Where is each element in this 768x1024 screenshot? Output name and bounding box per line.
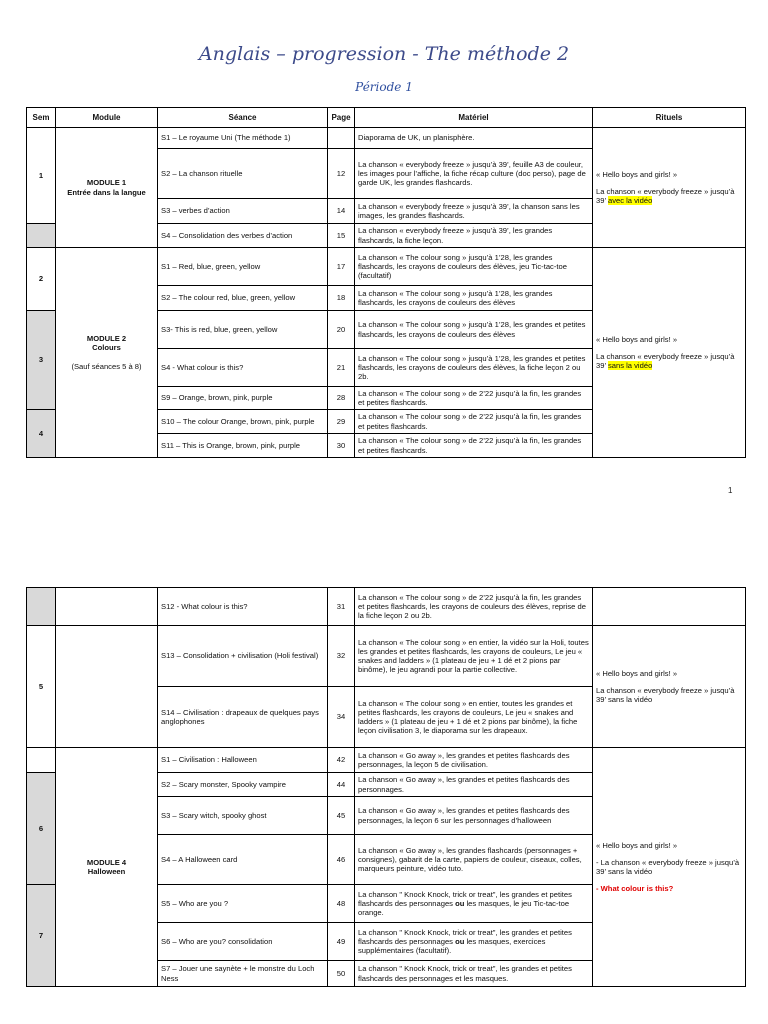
ritual-song: La chanson « everybody freeze » jusqu’à 39’ sans la vidéo [596,685,735,705]
seance-cell: S1 – Red, blue, green, yellow [158,248,328,286]
materiel-cell [355,885,593,923]
materiel-cell: La chanson « The colour song » de 2’22 jusqu’à la fin, les grandes et petites flashcards, les crayons de couleurs des élèves, reprise de la fiche leçon 2 ou 2b. [355,588,593,626]
rituels-cell [593,626,746,748]
week-cell: 6 [27,773,56,885]
page-cell [328,128,355,149]
module-cell-empty [56,588,158,626]
table-row [27,128,746,149]
page-cell: 21 [328,349,355,387]
header-seance: Séance [158,108,328,128]
module-cell-empty [56,626,158,748]
header-rituels: Rituels [593,108,746,128]
ritual-highlight: avec la vidéo [607,196,653,206]
seance-cell: S9 – Orange, brown, pink, purple [158,387,328,410]
seance-cell: S1 – Le royaume Uni (The méthode 1) [158,128,328,149]
materiel-cell: La chanson « Go away », les grandes et petites flashcards des personnages, la leçon 5 de civilisation. [355,748,593,773]
materiel-cell: La chanson « The colour song » de 2’22 jusqu’à la fin, les grandes et petites flashcards. [355,434,593,458]
seance-cell: S3 – verbes d’action [158,199,328,224]
materiel-cell: La chanson « The colour song » jusqu’à 1’28, les grandes et petites flashcards, les crayons de couleurs des élèves [355,311,593,349]
table-row [27,748,746,773]
page-cell: 14 [328,199,355,224]
page-cell: 50 [328,961,355,987]
seance-cell: S14 – Civilisation : drapeaux de quelques pays anglophones [158,687,328,748]
rituels-cell [593,748,746,987]
header-module: Module [56,108,158,128]
module-title: MODULE 1 [86,178,127,188]
table-row [27,588,746,626]
module-subtitle: Entrée dans la langue [67,187,146,197]
materiel-text: les masques, le jeu Tic-tac-toe orange. [358,898,570,918]
materiel-cell: La chanson « Go away », les grandes et petites flashcards des personnages. [355,773,593,797]
ritual-question: - What colour is this? [596,884,674,894]
module-title: MODULE 4 [86,857,127,867]
module-subtitle: Colours [92,343,121,353]
materiel-cell [355,923,593,961]
seance-cell: S3 – Scary witch, spooky ghost [158,797,328,835]
ritual-song [596,187,742,206]
page-cell: 30 [328,434,355,458]
page-cell: 44 [328,773,355,797]
module-note: (Sauf séances 5 à 8) [71,361,142,371]
materiel-emphasis: ou [455,898,465,908]
header-materiel: Matériel [355,108,593,128]
ritual-song-text: La chanson « everybody freeze » jusqu’à 39’ [596,351,735,371]
materiel-emphasis: ou [455,936,465,946]
seance-cell: S12 - What colour is this? [158,588,328,626]
seance-cell: S5 – Who are you ? [158,885,328,923]
materiel-cell: La chanson « everybody freeze » jusqu’à 39’, la chanson sans les images, les grandes flashcards. [355,199,593,224]
materiel-cell: La chanson « everybody freeze » jusqu’à 39’, feuille A3 de couleur, les images pour l’affiche, la fiche récap culture (doc perso), page de garde UK, les grandes flashcards. [355,149,593,199]
seance-cell: S4 – Consolidation des verbes d’action [158,224,328,248]
seance-cell: S2 – The colour red, blue, green, yellow [158,286,328,311]
materiel-cell: Diaporama de UK, un planisphère. [355,128,593,149]
page-cell: 34 [328,687,355,748]
page-cell: 46 [328,835,355,885]
materiel-cell: La chanson « Go away », les grandes flashcards (personnages + consignes), gabarit de la carte, papiers de couleur, ciseaux, colles, marqueurs peinture, vidéo tuto. [355,835,593,885]
week-cell: 3 [27,311,56,410]
page-cell: 32 [328,626,355,687]
ritual-greeting: « Hello boys and girls! » [596,840,678,850]
module-title: MODULE 2 [86,334,127,343]
page-cell: 17 [328,248,355,286]
materiel-cell: La chanson « The colour song » de 2’22 jusqu’à la fin, les grandes et petites flashcards. [355,410,593,434]
module-cell [56,748,158,987]
page-cell: 48 [328,885,355,923]
page-cell: 42 [328,748,355,773]
ritual-greeting: « Hello boys and girls! » [596,668,678,678]
seance-cell: S7 – Jouer une saynète + le monstre du Loch Ness [158,961,328,987]
seance-cell: S2 – La chanson rituelle [158,149,328,199]
week-cell-shaded [27,588,56,626]
ritual-highlight: sans la vidéo [607,361,653,371]
materiel-text: La chanson " Knock Knock, trick or treat", les grandes et petites flashcards des personnages [358,889,572,908]
progression-table-period-1 [26,107,746,458]
seance-cell: S3- This is red, blue, green, yellow [158,311,328,349]
materiel-cell: La chanson « Go away », les grandes et petites flashcards des personnages, la leçon 6 sur les personnages d’halloween [355,797,593,835]
week-cell-empty [27,748,56,773]
page-cell: 28 [328,387,355,410]
progression-table-continued [26,587,746,987]
week-cell-shaded [27,224,56,248]
header-sem: Sem [27,108,56,128]
table-row [27,248,746,286]
page-number: 1 [728,486,733,495]
seance-cell: S6 – Who are you? consolidation [158,923,328,961]
table-header-row [27,108,746,128]
page-cell: 12 [328,149,355,199]
period-subtitle: Période 1 [355,80,413,94]
page-cell: 45 [328,797,355,835]
seance-cell: S1 – Civilisation : Halloween [158,748,328,773]
ritual-greeting: « Hello boys and girls! » [596,169,678,179]
rituels-cell [593,128,746,248]
seance-cell: S11 – This is Orange, brown, pink, purple [158,434,328,458]
materiel-cell: La chanson « The colour song » jusqu’à 1’28, les grandes flashcards, les crayons de couleurs des élèves [355,286,593,311]
module-subtitle: Halloween [87,867,126,876]
table-row [27,626,746,687]
seance-cell: S2 – Scary monster, Spooky vampire [158,773,328,797]
page-cell: 18 [328,286,355,311]
materiel-cell: La chanson « The colour song » de 2’22 jusqu’à la fin, les grandes et petites flashcards. [355,387,593,410]
header-page: Page [328,108,355,128]
document-title: Anglais – progression - The méthode 2 [198,43,570,65]
week-cell: 5 [27,626,56,748]
week-cell: 1 [27,128,56,224]
materiel-text: les masques, exercices supplémentaires (facultatif). [358,936,546,956]
materiel-cell: La chanson " Knock Knock, trick or treat", les grandes et petites flashcards des personnages et les masques. [355,961,593,987]
ritual-song [596,352,742,371]
seance-cell: S4 - What colour is this? [158,349,328,387]
materiel-cell: La chanson « The colour song » jusqu’à 1’28, les grandes flashcards, les crayons de couleurs des élèves, jeu Tic-tac-toe (facultatif) [355,248,593,286]
page-cell: 20 [328,311,355,349]
module-cell [56,128,158,248]
ritual-song-text: La chanson « everybody freeze » jusqu’à 39’ [596,186,735,206]
materiel-cell: La chanson « everybody freeze » jusqu’à 39’, les grandes flashcards, la fiche leçon. [355,224,593,248]
ritual-greeting: « Hello boys and girls! » [596,334,678,344]
seance-cell: S10 – The colour Orange, brown, pink, purple [158,410,328,434]
materiel-cell: La chanson « The colour song » en entier, la vidéo sur la Holi, toutes les grandes et petites flashcards, les crayons de couleurs, Le jeu « snakes and ladders » (1 plateau de jeu + 1 dé et 2 pions par binôme), le jeu agrandi pour la partie collective. [355,626,593,687]
rituels-cell-empty [593,588,746,626]
page-cell: 29 [328,410,355,434]
week-cell: 4 [27,410,56,458]
week-cell: 7 [27,885,56,987]
rituels-cell [593,248,746,458]
seance-cell: S13 – Consolidation + civilisation (Holi festival) [158,626,328,687]
materiel-cell: La chanson « The colour song » jusqu’à 1’28, les grandes et petites flashcards, les crayons de couleurs des élèves, la fiche leçon 2 ou 2b. [355,349,593,387]
page-cell: 15 [328,224,355,248]
materiel-text: La chanson " Knock Knock, trick or treat", les grandes et petites flashcards des personnages [358,927,572,946]
seance-cell: S4 – A Halloween card [158,835,328,885]
page-cell: 31 [328,588,355,626]
ritual-song: - La chanson « everybody freeze » jusqu’à 39’ sans la vidéo [596,857,740,876]
page-cell: 49 [328,923,355,961]
module-cell [56,248,158,458]
materiel-cell: La chanson « The colour song » en entier, toutes les grandes et petites flashcards, les crayons de couleurs, Le jeu « snakes and ladders » (1 plateau de jeu + 1 dé et 2 pions par binôme), la fiche leçon civilisation 3, le diaporama sur les drapeaux. [355,687,593,748]
week-cell: 2 [27,248,56,311]
